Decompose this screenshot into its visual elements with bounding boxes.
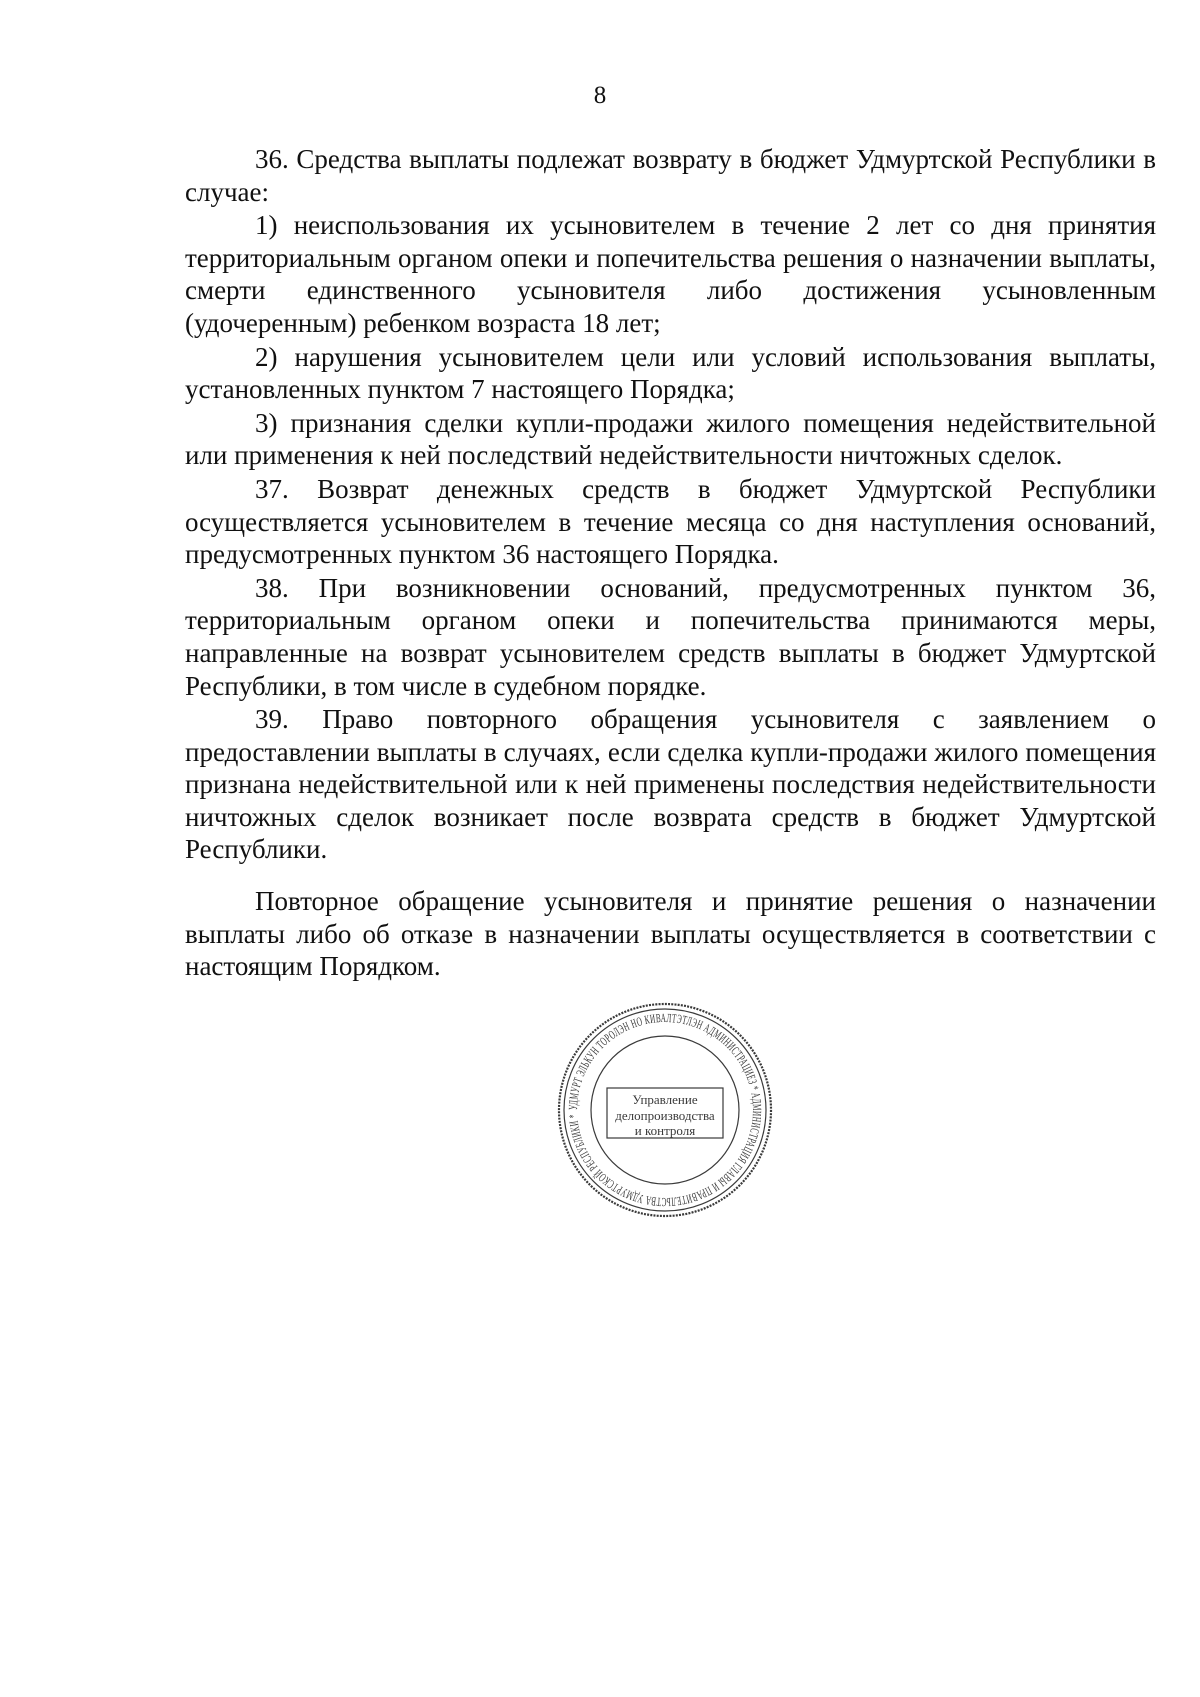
official-stamp [555, 1000, 775, 1220]
paragraph-38: 38. При возникновении оснований, предусмотренных пунктом 36, территориальным органом опеки и попечительства принимаются меры, направленные на возврат усыновителем средств выплаты в бюджет Удмуртской Республики, в том числе в судебном порядке. [185, 572, 1156, 701]
stamp-center-line-2: делопроизводства [615, 1108, 715, 1123]
stamp-seal [555, 1000, 775, 1220]
page-number: 8 [593, 82, 607, 109]
paragraph-36-item-2: 2) нарушения усыновителем цели или условий использования выплаты, установленных пунктом 7 настоящего Порядка; [185, 341, 1156, 405]
stamp-ring-text: УДМУРТ ЭЛЬКУН ТОРОЛЭН НО КИВАЛТЭТЛЭН АДМИНИСТРАЦИЕЗ * АДМИНИСТРАЦИЯ ГЛАВЫ И ПРАВИТЕЛЬСТВА УДМУРТСКОЙ РЕСПУБЛИКИ * [565, 1010, 765, 1210]
paragraph-37: 37. Возврат денежных средств в бюджет Удмуртской Республики осуществляется усыновителем в течение месяца со дня наступления оснований, предусмотренных пунктом 36 настоящего Порядка. [185, 473, 1156, 570]
paragraph-36-item-3: 3) признания сделки купли-продажи жилого помещения недействительной или применения к ней последствий недействительности ничтожных сделок. [185, 407, 1156, 471]
paragraph-36: 36. Средства выплаты подлежат возврату в бюджет Удмуртской Республики в случае: [185, 144, 1156, 207]
stamp-center-line-1: Управление [632, 1092, 698, 1107]
document-body [185, 143, 1156, 983]
paragraph-39: 39. Право повторного обращения усыновителя с заявлением о предоставлении выплаты в случаях, если сделка купли-продажи жилого помещения признана недействительной или к ней применены последствия недействительности ничтожных сделок возникает после возврата средств в бюджет Удмуртской Республики. [185, 704, 1156, 865]
paragraph-repeat-application: Повторное обращение усыновителя и принятие решения о назначении выплаты либо об отказе в назначении выплаты осуществляется в соответствии с настоящим Порядком. [185, 886, 1156, 982]
paragraph-36-item-1: 1) неиспользования их усыновителем в течение 2 лет со дня принятия территориальным органом опеки и попечительства решения о назначении выплаты, смерти единственного усыновителя либо достижения усыновленным (удочеренным) ребенком возраста 18 лет; [185, 210, 1156, 338]
stamp-center-line-3: и контроля [634, 1123, 696, 1138]
